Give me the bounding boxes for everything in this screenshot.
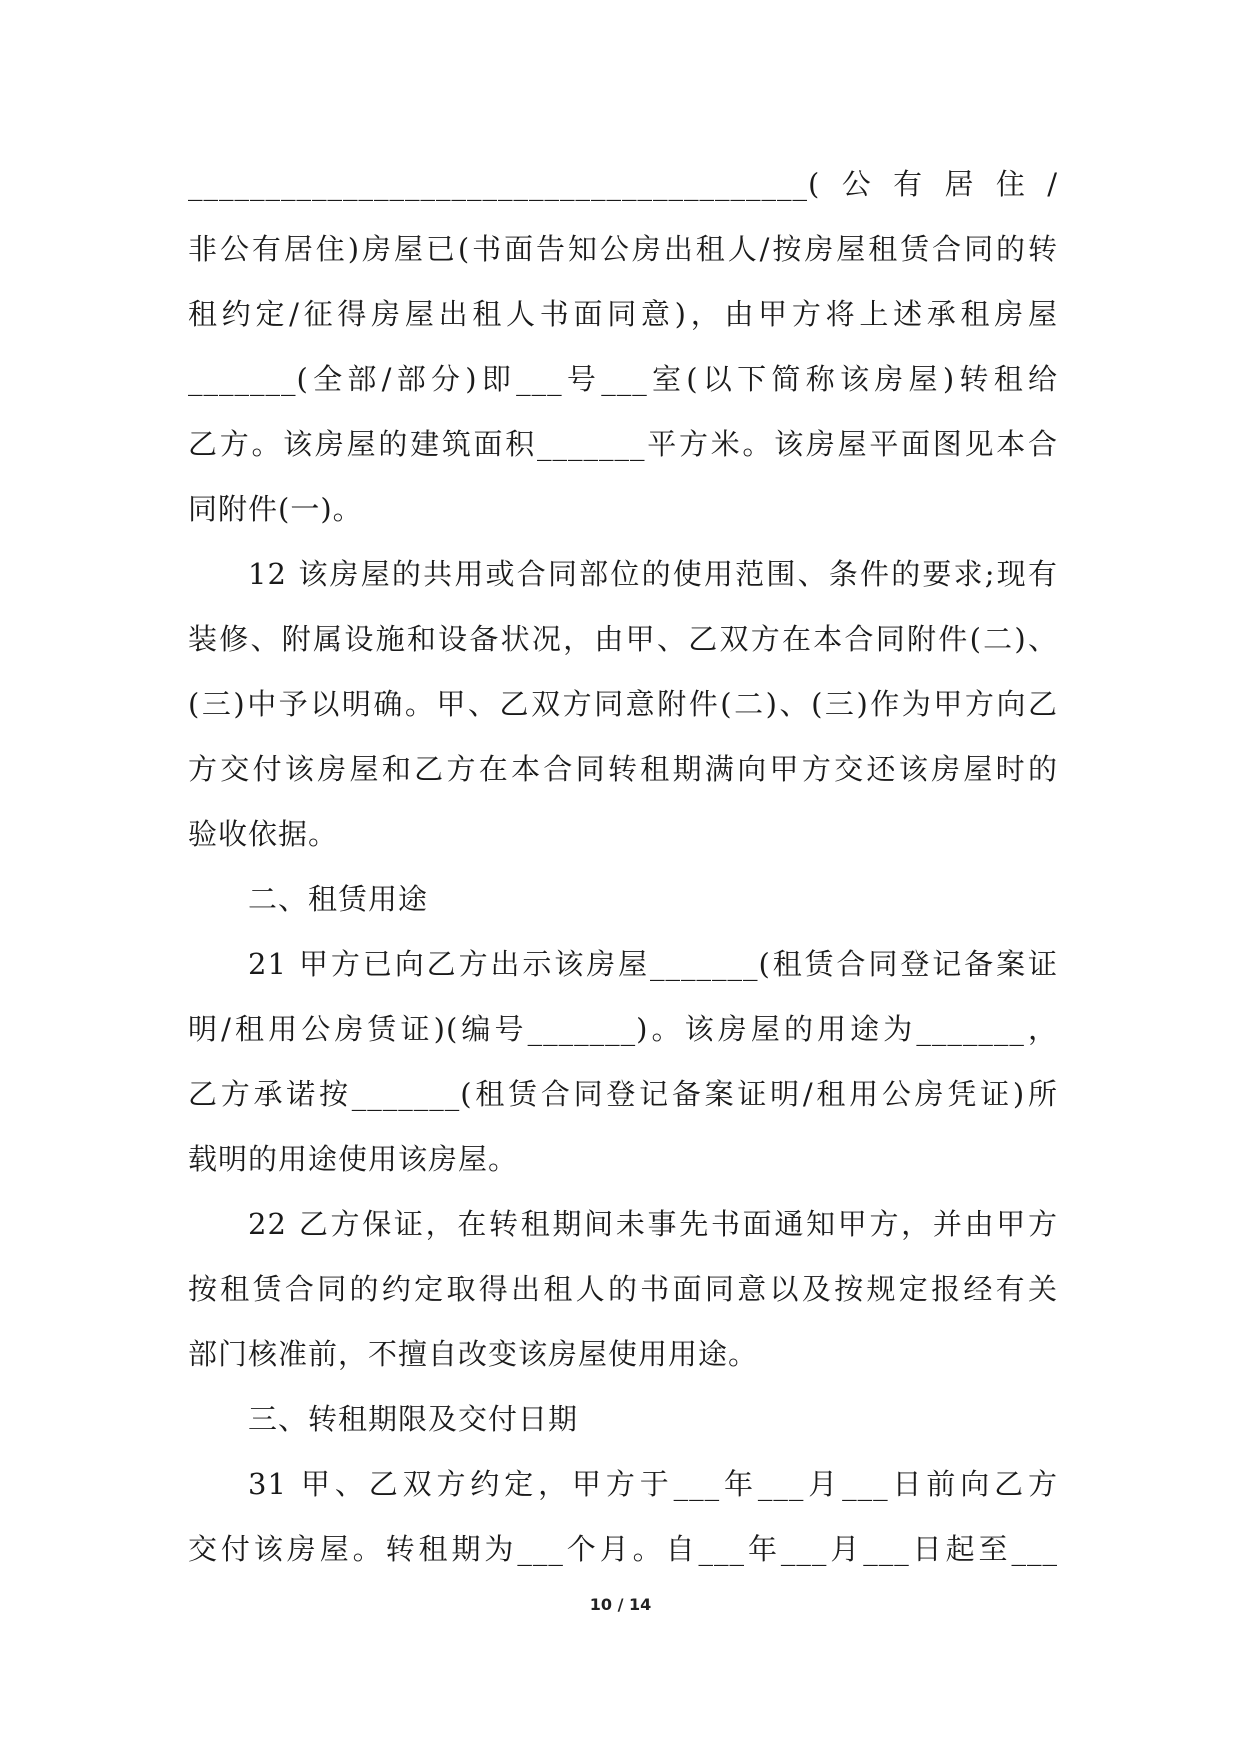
text-line: 租约定/征得房屋出租人书面同意)，由甲方将上述承租房屋 [188, 297, 1058, 331]
paragraph-start-line: 12 该房屋的共用或合同部位的使用范围、条件的要求;现有 [248, 557, 1058, 591]
section-heading: 三、转租期限及交付日期 [248, 1402, 579, 1436]
text-line: _______(全部/部分)即___号___室(以下简称该房屋)转租给 [188, 362, 1058, 396]
text-line: 乙方。该房屋的建筑面积_______平方米。该房屋平面图见本合 [188, 427, 1058, 461]
page-number: 10 / 14 [589, 1595, 652, 1614]
text-line: 按租赁合同的约定取得出租人的书面同意以及按规定报经有关 [188, 1272, 1058, 1306]
text-line: 部门核准前，不擅自改变该房屋使用用途。 [188, 1337, 759, 1371]
text-line: 非公有居住)房屋已(书面告知公房出租人/按房屋租赁合同的转 [188, 232, 1058, 266]
text-line: 装修、附属设施和设备状况，由甲、乙双方在本合同附件(二)、 [188, 622, 1058, 656]
text-line: 交付该房屋。转租期为___个月。自___年___月___日起至___ [188, 1532, 1058, 1566]
text-line: 乙方承诺按_______(租赁合同登记备案证明/租用公房凭证)所 [188, 1077, 1058, 1111]
text-line: (三)中予以明确。甲、乙双方同意附件(二)、(三)作为甲方向乙 [188, 687, 1058, 721]
text-line: ________________________________________(公有居住/ [188, 167, 1058, 201]
paragraph-start-line: 31 甲、乙双方约定，甲方于___年___月___日前向乙方 [248, 1467, 1058, 1501]
text-line: 载明的用途使用该房屋。 [188, 1142, 519, 1176]
document-body [188, 152, 1058, 1582]
section-heading: 二、租赁用途 [248, 882, 429, 916]
text-line: 方交付该房屋和乙方在本合同转租期满向甲方交还该房屋时的 [188, 752, 1058, 786]
text-line: 明/租用公房赁证)(编号_______)。该房屋的用途为_______， [188, 1012, 1058, 1046]
text-line: 验收依据。 [188, 817, 339, 851]
paragraph-start-line: 21 甲方已向乙方出示该房屋_______(租赁合同登记备案证 [248, 947, 1058, 981]
paragraph-start-line: 22 乙方保证，在转租期间未事先书面通知甲方，并由甲方 [248, 1207, 1058, 1241]
text-line: 同附件(一)。 [188, 492, 363, 526]
